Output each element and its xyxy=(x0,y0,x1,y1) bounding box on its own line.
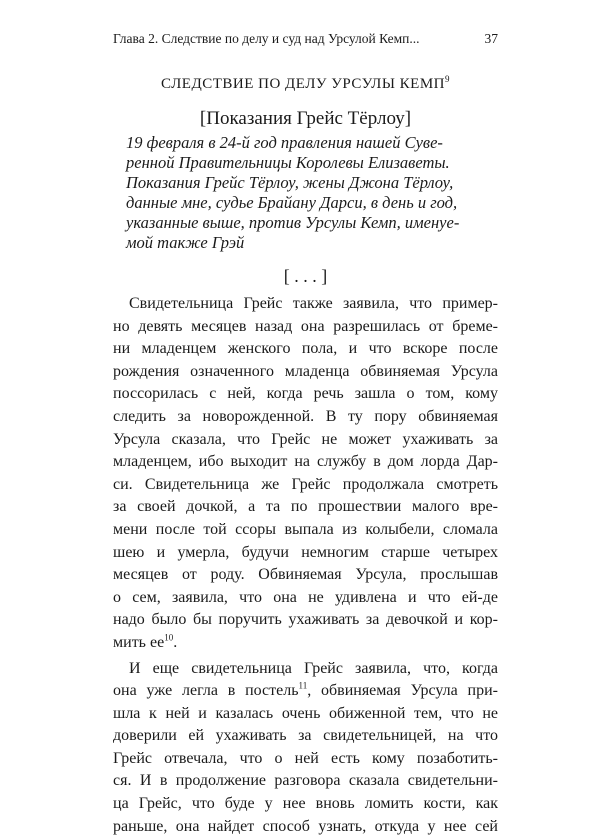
body-text xyxy=(113,293,498,838)
text-line: шла к ней и казалась очень обиженной тем, что не xyxy=(113,703,498,726)
text-line: Свидетельница Грейс также заявила, что пример- xyxy=(113,293,498,316)
running-head-text: Глава 2. Следствие по делу и суд над Урсулой Кемп... xyxy=(113,30,420,48)
text-line: доверили ей ухаживать за свидетельницей, на что xyxy=(113,725,498,748)
text-line: младенцем, ибо выходит на службу в дом лорда Дар- xyxy=(113,451,498,474)
text-line: следить за новорожденной. В ту пору обвиняемая xyxy=(113,406,498,429)
text-line: поссорилась с ней, когда речь зашла о том, кому xyxy=(113,383,498,406)
text-line: ца Грейс, что буде у нее вновь ломить кости, как xyxy=(113,793,498,816)
intro-line: данные мне, судье Брайану Дарси, в день и год, xyxy=(126,193,498,213)
text-line: ся. И в продолжение разговора сказала свидетельни- xyxy=(113,770,498,793)
text-line: раньше, она найдет способ узнать, откуда у нее сей xyxy=(113,816,498,838)
footnote-ref-9: 9 xyxy=(445,74,450,84)
text-line: си. Свидетельница же Грейс продолжала смотреть xyxy=(113,474,498,497)
text-line: о сем, заявила, что она не удивлена и что ей-де xyxy=(113,587,498,610)
text-line: месяцев от роду. Обвиняемая Урсула, прослышав xyxy=(113,564,498,587)
text-line: надо было бы поручить ухаживать за девочкой и кор- xyxy=(113,609,498,632)
omission-marker: [ . . . ] xyxy=(113,265,498,287)
paragraph-2 xyxy=(113,658,498,838)
running-head xyxy=(113,30,498,48)
footnote-ref-11: 11 xyxy=(299,681,308,691)
chapter-title xyxy=(113,76,498,93)
footnote-ref-10: 10 xyxy=(164,633,173,643)
text-line: рождения означенного младенца обвиняемая Урсула xyxy=(113,361,498,384)
section-title: [Показания Грейс Тёрлоу] xyxy=(113,107,498,131)
text-line: ни младенцем женского пола, и что вскоре после xyxy=(113,338,498,361)
text-fragment: , обвиняемая Урсула при- xyxy=(307,682,498,699)
text-line xyxy=(113,680,498,703)
intro-line: Показания Грейс Тёрлоу, жены Джона Тёрлоу, xyxy=(126,173,498,193)
text-fragment: она уже легла в постель xyxy=(113,682,299,699)
intro-line: указанные выше, против Урсулы Кемп, именуе- xyxy=(126,213,498,233)
book-page xyxy=(113,30,498,838)
intro-line: мой также Грэй xyxy=(126,233,498,253)
chapter-title-text: СЛЕДСТВИЕ ПО ДЕЛУ УРСУЛЫ КЕМП xyxy=(161,76,445,92)
text-line: И еще свидетельница Грейс заявила, что, когда xyxy=(113,658,498,681)
text-line xyxy=(113,632,498,655)
text-line: но девять месяцев назад она разрешилась от бреме- xyxy=(113,316,498,339)
testimony-intro xyxy=(126,133,498,253)
text-line: Грейс отвечала, что о ней есть кому позаботить- xyxy=(113,748,498,771)
intro-line: ренной Правительницы Королевы Елизаветы. xyxy=(126,153,498,173)
period: . xyxy=(173,634,177,651)
paragraph-1 xyxy=(113,293,498,655)
page-number: 37 xyxy=(485,30,499,48)
text-line: шею и умерла, будучи немногим старше четырех xyxy=(113,542,498,565)
intro-line: 19 февраля в 24-й год правления нашей Суве- xyxy=(126,133,498,153)
text-line: за своей дочкой, а та по прошествии малого вре- xyxy=(113,496,498,519)
text-line: мени после той ссоры выпала из колыбели, сломала xyxy=(113,519,498,542)
text-line: Урсула сказала, что Грейс не может ухаживать за xyxy=(113,429,498,452)
text-fragment: мить ее xyxy=(113,634,164,651)
